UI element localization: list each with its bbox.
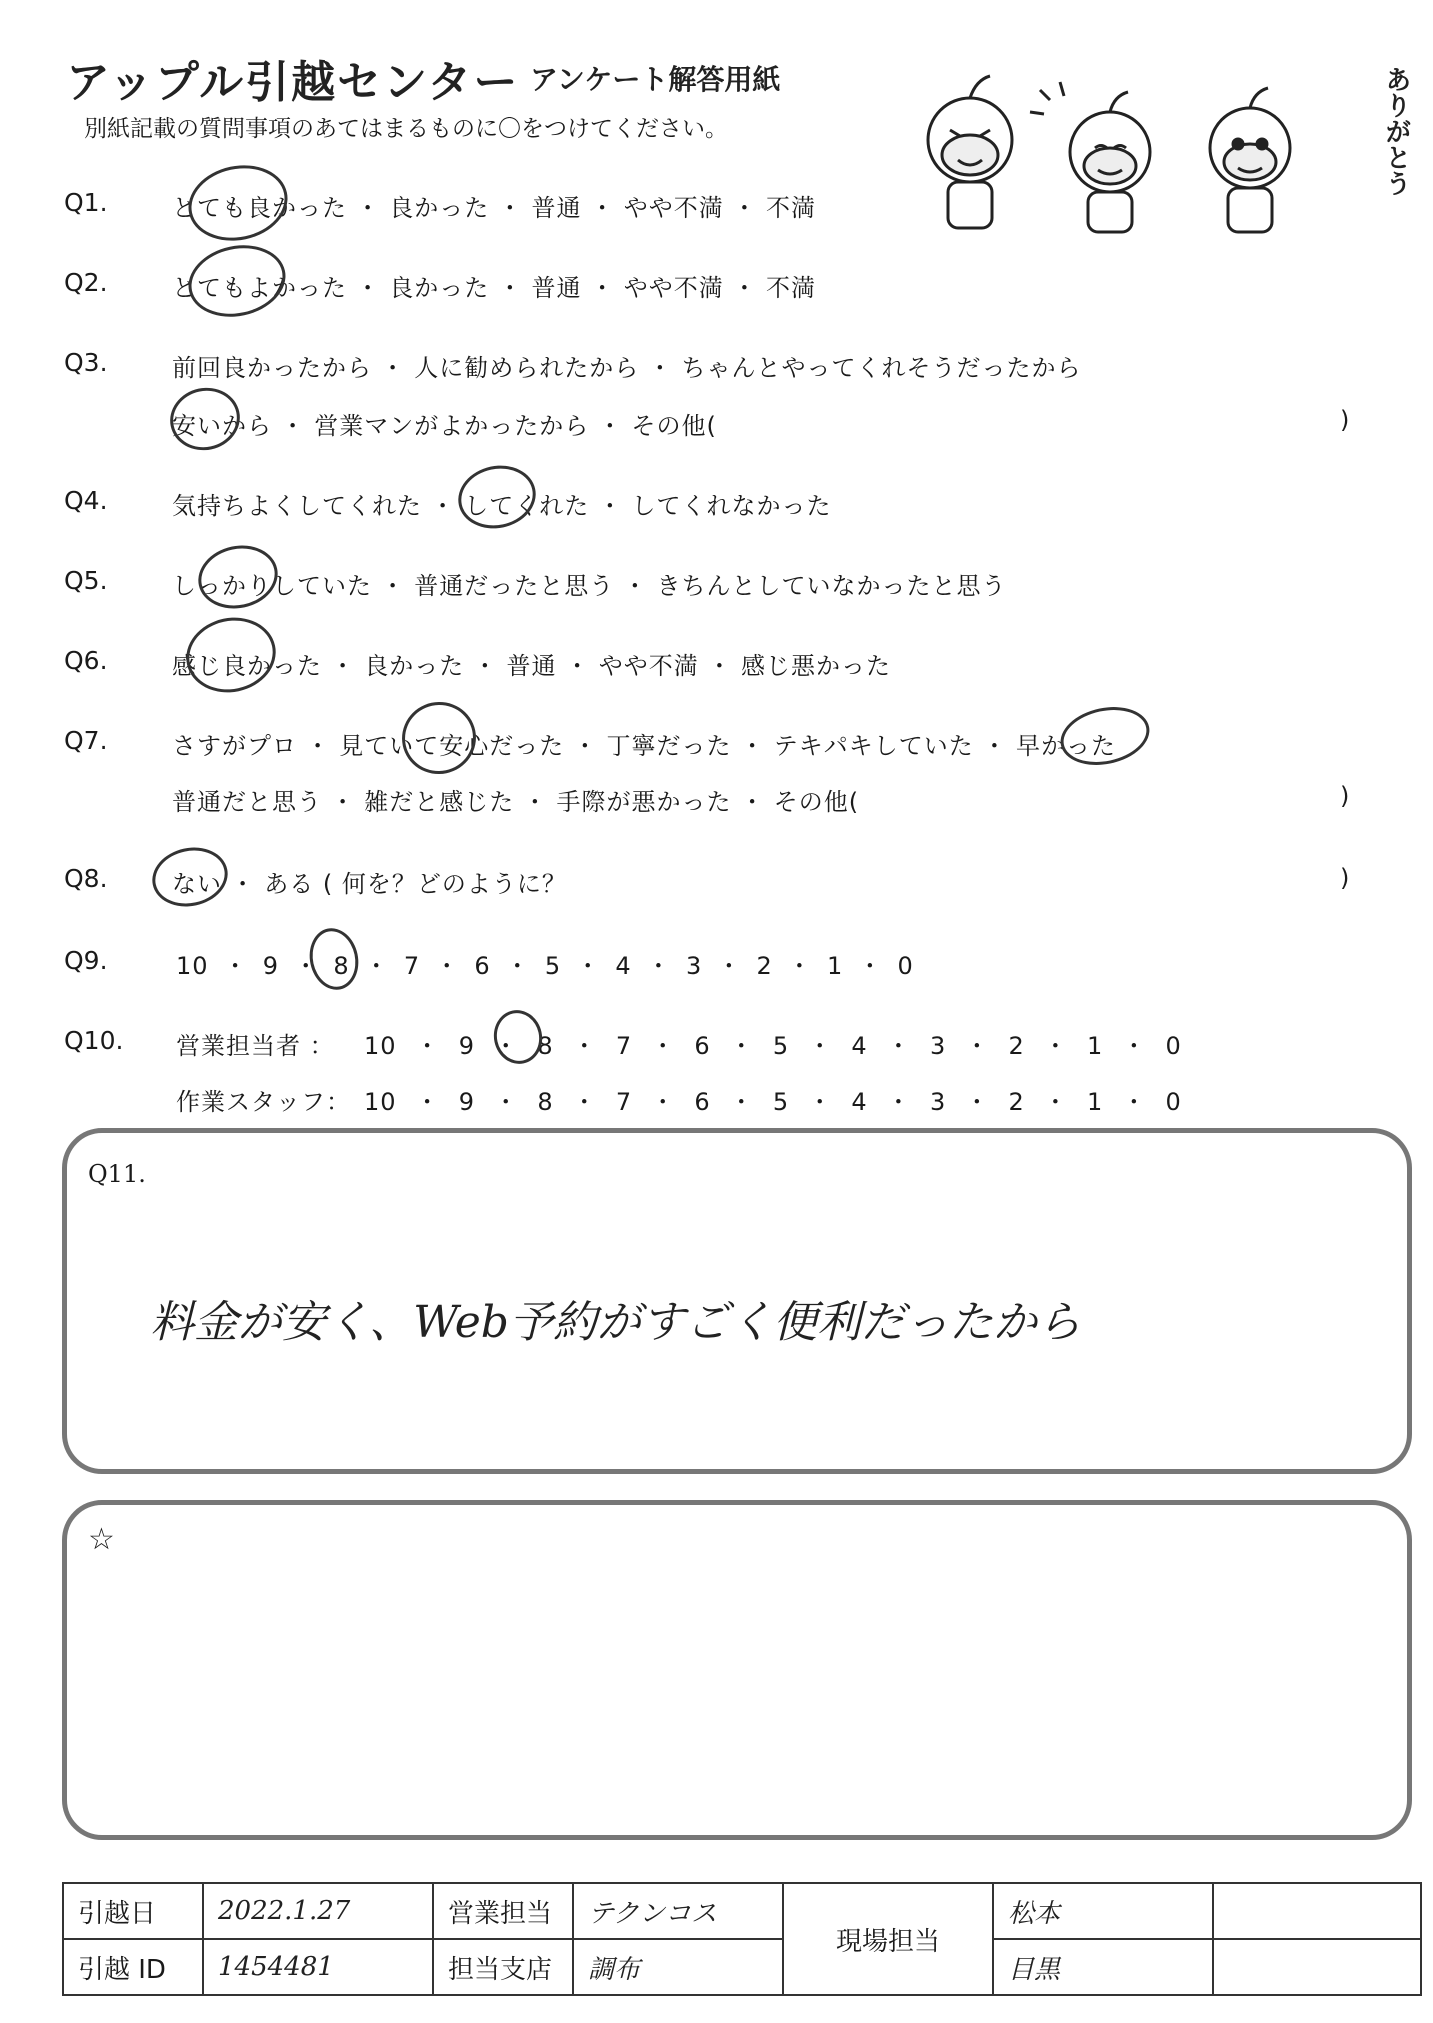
q8-options[interactable]: ない ・ ある ( 何を？どのように？ [172, 870, 567, 898]
instruction-text: 別紙記載の質問事項のあてはまるものに〇をつけてください。 [84, 116, 728, 142]
q5-answer-circle [192, 538, 283, 615]
q5-number: Q5. [64, 566, 108, 595]
q7-options-line1[interactable]: さすがプロ ・ 見ていて安心だった ・ 丁寧だった ・ テキパキしていた ・ 早かった [172, 732, 1117, 760]
q8-answer-circle [147, 841, 233, 914]
field-rep-value-1: 松本 [993, 1883, 1213, 1939]
move-date-value: 2022.1.27 [203, 1883, 433, 1939]
q5-options[interactable]: しっかりしていた ・ 普通だったと思う ・ きちんとしていなかったと思う [172, 572, 1007, 600]
star-label: ☆ [88, 1522, 115, 1557]
sales-rep-label: 営業担当 [433, 1883, 573, 1939]
q11-handwritten-answer: 料金が安く、Web予約がすごく便利だったから [150, 1297, 1081, 1348]
q3-close-paren: ) [1340, 406, 1350, 434]
q10-sales-label: 営業担当者 ： [176, 1032, 335, 1060]
q2-answer-circle [182, 237, 292, 326]
mascot-monkeys-illustration [890, 60, 1370, 240]
q7-close-paren: ) [1340, 782, 1350, 810]
field-rep-label: 現場担当 [783, 1883, 993, 1995]
q9-answer-circle [304, 924, 364, 995]
q1-options[interactable]: とても良かった ・ 良かった ・ 普通 ・ やや不満 ・ 不満 [172, 194, 817, 222]
q9-number: Q9. [64, 946, 108, 975]
star-comment-box[interactable] [62, 1500, 1412, 1840]
footer-blank-cell-1 [1213, 1883, 1421, 1939]
q4-options[interactable]: 気持ちよくしてくれた ・ してくれた ・ してくれなかった [172, 492, 832, 520]
q11-label: Q11. [88, 1160, 146, 1188]
q7-options-line2[interactable]: 普通だと思う ・ 雑だと感じた ・ 手際が悪かった ・ その他( [172, 788, 860, 816]
company-title: アップル引越センター [66, 57, 520, 108]
q10-staff-scale[interactable]: 10 ・ 9 ・ 8 ・ 7 ・ 6 ・ 5 ・ 4 ・ 3 ・ 2 ・ 1 ・ 0 [364, 1088, 1182, 1116]
move-id-value: 1454481 [203, 1939, 433, 1995]
move-date-label: 引越日 [63, 1883, 203, 1939]
q6-answer-circle [179, 609, 282, 700]
footer-info-table [62, 1882, 1422, 1996]
q1-number: Q1. [64, 188, 108, 217]
q10-number: Q10. [64, 1026, 124, 1055]
q7-number: Q7. [64, 726, 108, 755]
q8-number: Q8. [64, 864, 108, 893]
q4-number: Q4. [64, 486, 108, 515]
q8-close-paren: ) [1340, 864, 1350, 892]
branch-label: 担当支店 [433, 1939, 573, 1995]
q3-options-line2[interactable]: 安いから ・ 営業マンがよかったから ・ その他( [172, 412, 717, 440]
move-id-label: 引越 ID [63, 1939, 203, 1995]
q7-answer-circle-1 [395, 695, 482, 781]
q6-options[interactable]: 感じ良かった ・ 良かった ・ 普通 ・ やや不満 ・ 感じ悪かった [172, 652, 892, 680]
q2-number: Q2. [64, 268, 108, 297]
q10-sales-scale[interactable]: 10 ・ 9 ・ 8 ・ 7 ・ 6 ・ 5 ・ 4 ・ 3 ・ 2 ・ 1 ・ 0 [364, 1032, 1182, 1060]
form-subtitle: アンケート解答用紙 [530, 63, 781, 96]
q2-options[interactable]: とてもよかった ・ 良かった ・ 普通 ・ やや不満 ・ 不満 [172, 274, 817, 302]
thanks-vertical-text: ありがとう [1381, 66, 1411, 196]
footer-blank-cell-2 [1213, 1939, 1421, 1995]
q1-answer-circle [181, 156, 294, 249]
q9-scale[interactable]: 10 ・ 9 ・ 8 ・ 7 ・ 6 ・ 5 ・ 4 ・ 3 ・ 2 ・ 1 ・ 0 [176, 952, 914, 980]
sales-rep-value: テクンコス [573, 1883, 783, 1939]
q3-options-line1[interactable]: 前回良かったから ・ 人に勧められたから ・ ちゃんとやってくれそうだったから [172, 354, 1082, 382]
q7-answer-circle-2 [1055, 699, 1155, 772]
field-rep-value-2: 目黒 [993, 1939, 1213, 1995]
q6-number: Q6. [64, 646, 108, 675]
q3-number: Q3. [64, 348, 108, 377]
q10-staff-label: 作業スタッフ： [176, 1088, 351, 1116]
branch-value: 調布 [573, 1939, 783, 1995]
q4-answer-circle [452, 459, 541, 536]
q3-answer-circle [164, 381, 245, 456]
